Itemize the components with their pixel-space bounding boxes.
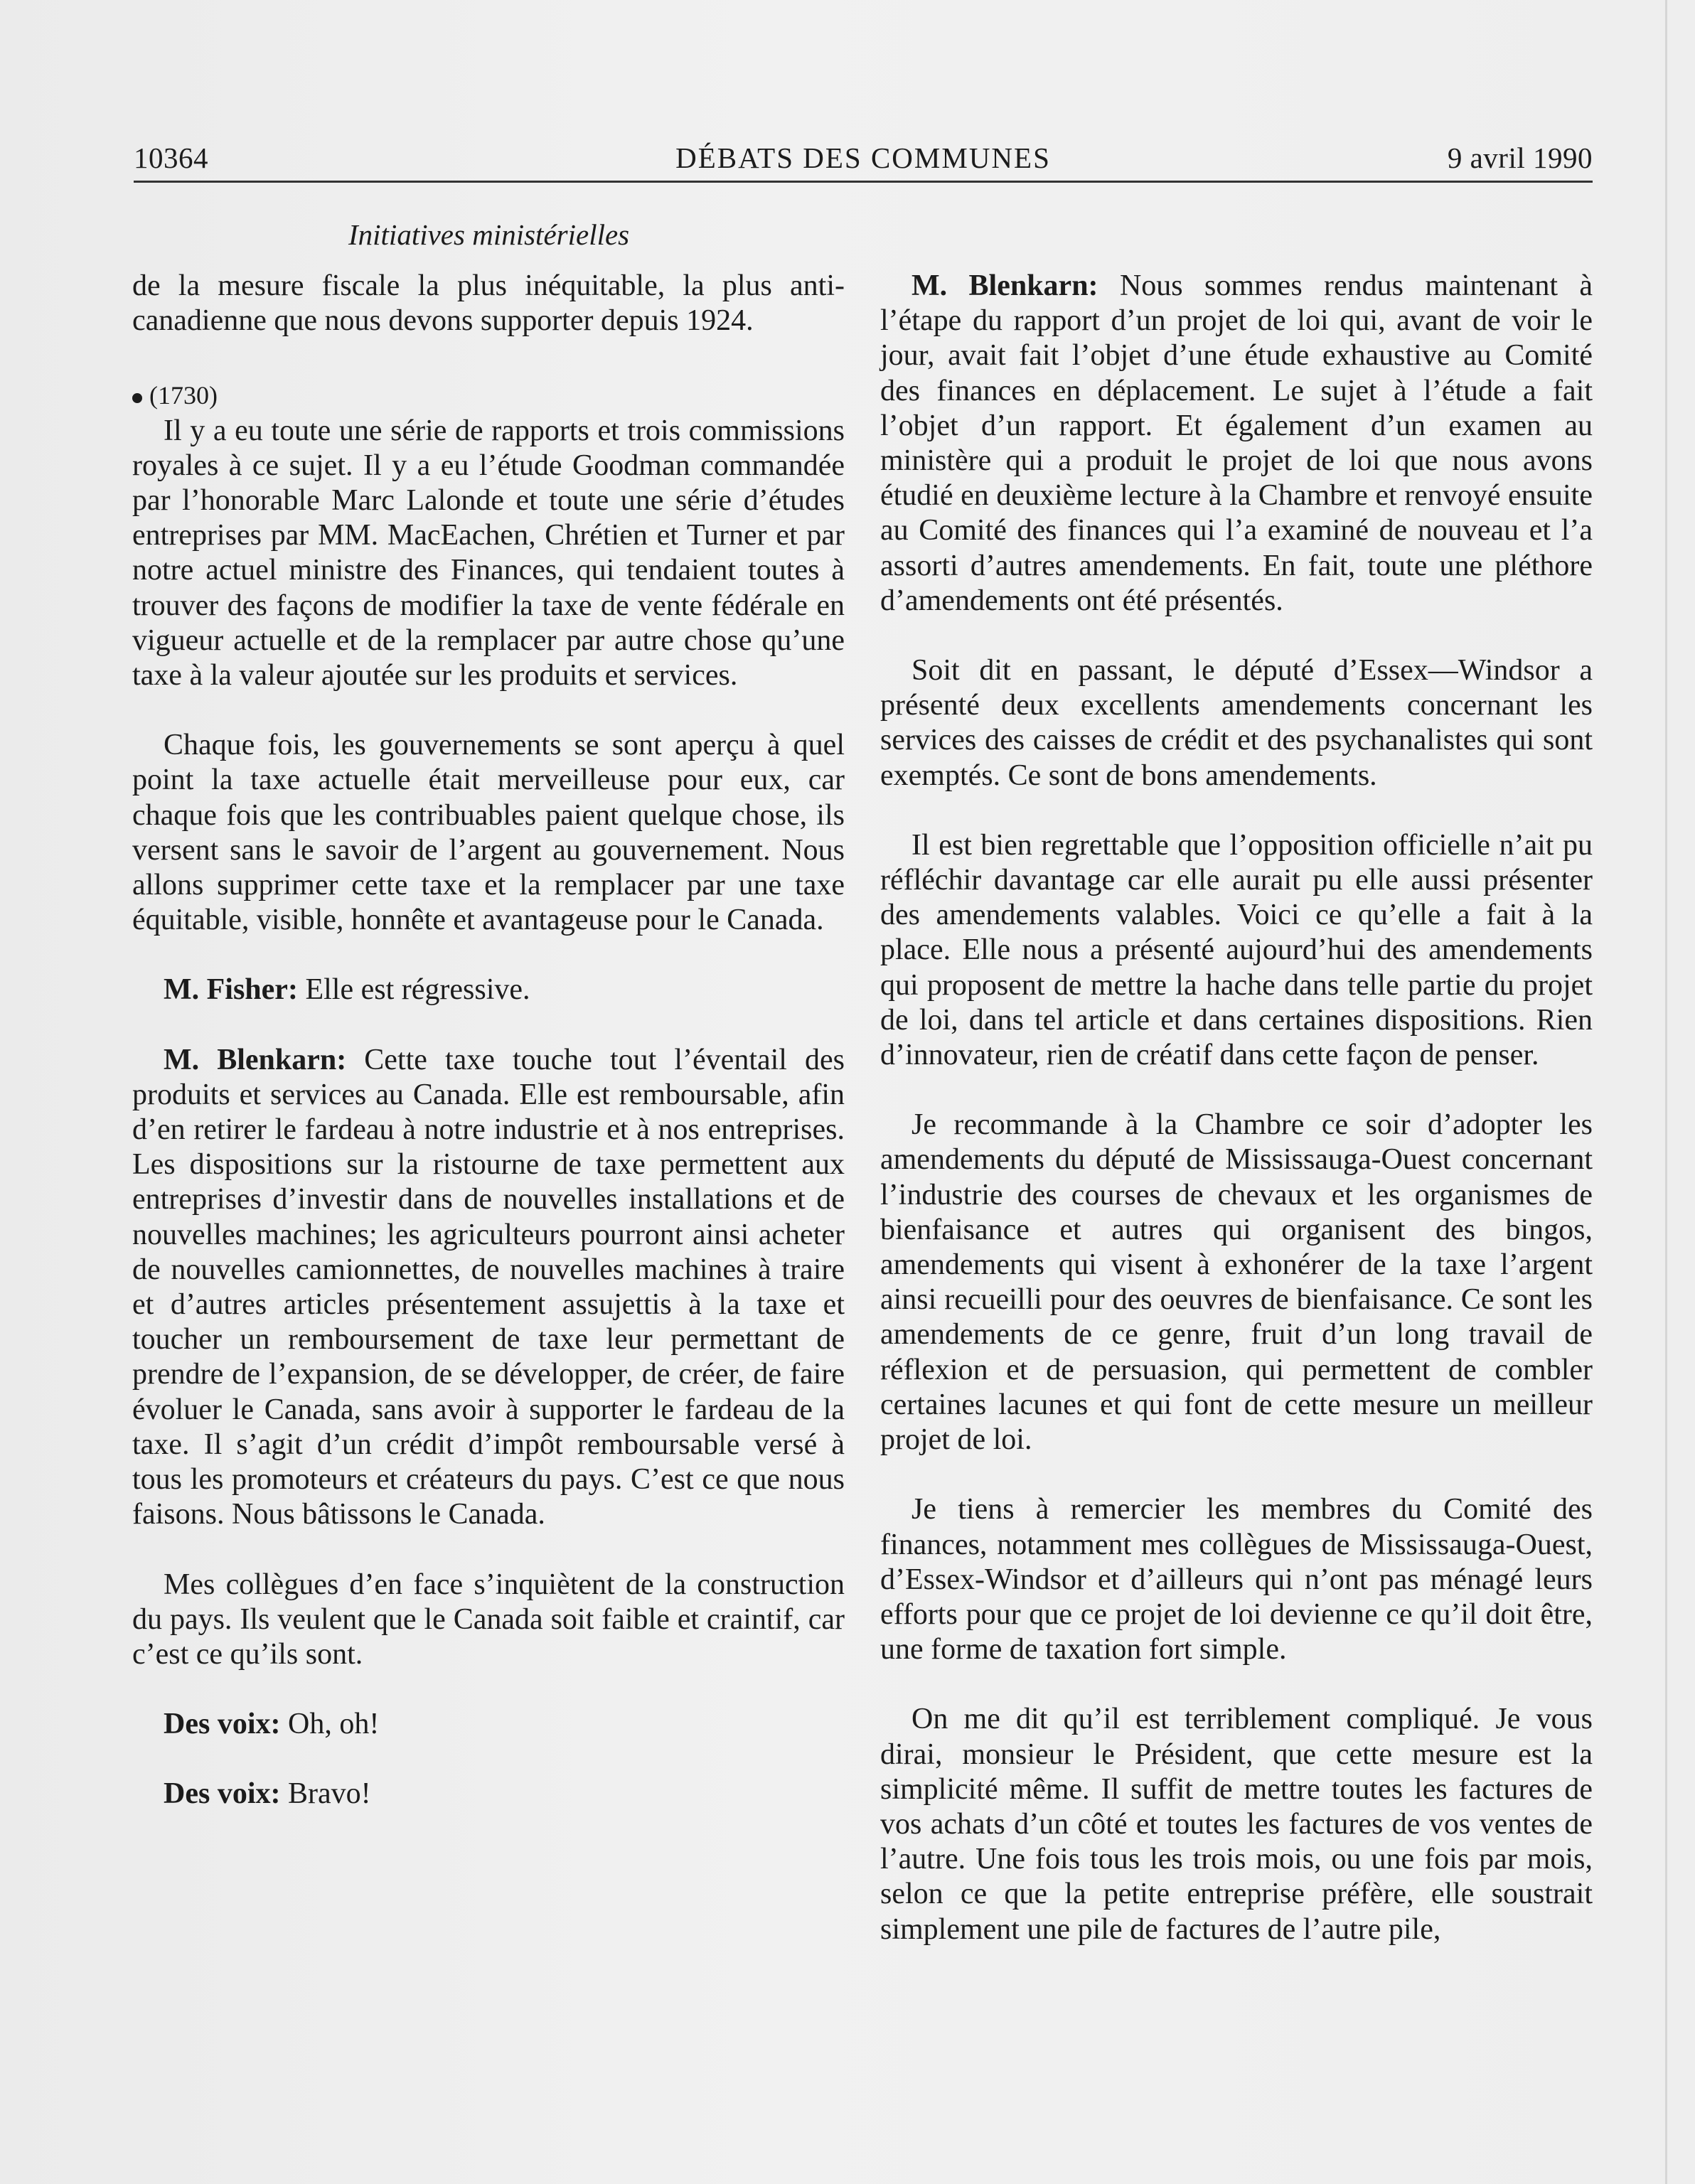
right-column	[880, 269, 1593, 1947]
speech-blenkarn	[880, 269, 1593, 619]
publication-date: 9 avril 1990	[1447, 141, 1593, 174]
speaker-name: M. Fisher:	[164, 973, 298, 1007]
speech-voices	[132, 1777, 845, 1811]
time-marker-label: (1730)	[149, 381, 218, 410]
speaker-name: Des voix:	[164, 1777, 281, 1811]
time-marker	[132, 378, 845, 413]
header-rule	[134, 181, 1593, 183]
paragraph: On me dit qu’il est terriblement compliqué. Je vous dirai, monsieur le Président, que cette mesure est la simplicité même. Il suffit de mettre toutes les factures de vos achats d’un côté et toutes les factures de vos ventes de l’autre. Une fois tous les trois mois, ou une fois par mois, selon ce que la petite entreprise préfère, elle soustrait simplement une pile de factures de l’autre pile,	[880, 1703, 1593, 1946]
paragraph-continuation: de la mesure fiscale la plus inéquitable, la plus anti-canadienne que nous devons supporter depuis 1924.	[132, 269, 845, 338]
page-header	[134, 141, 1593, 183]
section-label: Initiatives ministérielles	[348, 218, 630, 251]
speaker-name: M. Blenkarn:	[164, 1043, 347, 1076]
journal-title: DÉBATS DES COMMUNES	[675, 141, 1051, 174]
paragraph: Il y a eu toute une série de rapports et trois commissions royales à ce sujet. Il y a eu l’étude Goodman commandée par l’honorable Marc Lalonde et toute une série d’études entreprises par MM. MacEachen, Chrétien et Turner et par notre actuel ministre des Finances, qui tendaient toutes à trouver des façons de modifier la taxe de vente fédérale en vigueur actuelle et de la remplacer par autre chose qu’une taxe à la valeur ajoutée sur les produits et services.	[132, 414, 845, 692]
speech-fisher	[132, 973, 845, 1007]
speaker-name: Des voix:	[164, 1708, 281, 1741]
bullet-icon	[132, 393, 142, 403]
left-column	[132, 269, 845, 1812]
page-fold-divider	[1665, 0, 1667, 2184]
speech-text: Cette taxe touche tout l’éventail des produits et services au Canada. Elle est remboursable, afin d’en retirer le fardeau à notre industrie et à nos entreprises. Les dispositions sur la ristourne de taxe permettent aux entreprises d’investir dans de nouvelles installations et de nouvelles machines; les agriculteurs pourront ainsi acheter de nouvelles camionnettes, de nouvelles machines à traire et d’autres articles présentement assujettis à la taxe et toucher un remboursement de taxe leur permettant de prendre de l’expansion, de se développer, de créer, de faire évoluer le Canada, sans avoir à supporter le fardeau de la taxe. Il s’agit d’un crédit d’impôt remboursable versé à tous les promoteurs et créateurs du pays. C’est ce que nous faisons. Nous bâtissons le Canada.	[132, 1043, 845, 1531]
page-number: 10364	[134, 141, 208, 174]
paragraph: Mes collègues d’en face s’inquiètent de la construction du pays. Ils veulent que le Canada soit faible et craintif, car c’est ce qu’ils sont.	[132, 1568, 845, 1671]
speech-text: Oh, oh!	[287, 1708, 380, 1741]
paragraph: Je tiens à remercier les membres du Comité des finances, notamment mes collègues de Mississauga-Ouest, d’Essex-Windsor et d’ailleurs qui n’ont pas ménagé leurs efforts pour que ce projet de loi devienne ce qu’il doit être, une forme de taxation fort simple.	[880, 1493, 1593, 1666]
speech-text: Nous sommes rendus maintenant à l’étape du rapport d’un projet de loi qui, avant de voir le jour, avait fait l’objet d’une étude exhaustive au Comité des finances en déplacement. Le sujet à l’étude a fait l’objet d’un rapport. Et également d’un examen au ministère qui a produit le projet de loi que nous avons étudié en deuxième lecture à la Chambre et renvoyé ensuite au Comité des finances qui l’a examiné de nouveau et l’a assorti d’autres amendements. En fait, toute une pléthore d’amendements ont été présentés.	[880, 269, 1593, 617]
speech-voices	[132, 1707, 845, 1742]
paragraph: Chaque fois, les gouvernements se sont aperçu à quel point la taxe actuelle était merveilleuse pour eux, car chaque fois que les contribuables paient quelque chose, ils versent sans le savoir de l’argent au gouvernement. Nous allons supprimer cette taxe et la remplacer par une taxe équitable, visible, honnête et avantageuse pour le Canada.	[132, 729, 845, 937]
speaker-name: M. Blenkarn:	[911, 269, 1098, 302]
speech-text: Elle est régressive.	[305, 973, 530, 1007]
speech-blenkarn	[132, 1043, 845, 1533]
speech-text: Bravo!	[287, 1777, 371, 1811]
paragraph: Il est bien regrettable que l’opposition officielle n’ait pu réfléchir davantage car elle aurait pu elle aussi présenter des amendements valables. Voici ce qu’elle a fait à la place. Elle nous a présenté aujourd’hui des amendements qui proposent de mettre la hache dans telle partie du projet de loi, dans tel article et dans certaines dispositions. Rien d’innovateur, rien de créatif dans cette façon de penser.	[880, 828, 1593, 1072]
paragraph: Je recommande à la Chambre ce soir d’adopter les amendements du député de Mississauga-Ouest concernant l’industrie des courses de chevaux et les organismes de bienfaisance et autres qui organisent des bingos, amendements qui visent à exhonérer de la taxe l’argent ainsi recueilli pour des oeuvres de bienfaisance. Ce sont les amendements de ce genre, fruit d’un long travail de réflexion et de persuasion, qui permettent de combler certaines lacunes et qui font de cette mesure un meilleur projet de loi.	[880, 1108, 1593, 1457]
paragraph: Soit dit en passant, le député d’Essex—Windsor a présenté deux excellents amendements concernant les services des caisses de crédit et des psychanalistes qui sont exemptés. Ce sont de bons amendements.	[880, 654, 1593, 792]
